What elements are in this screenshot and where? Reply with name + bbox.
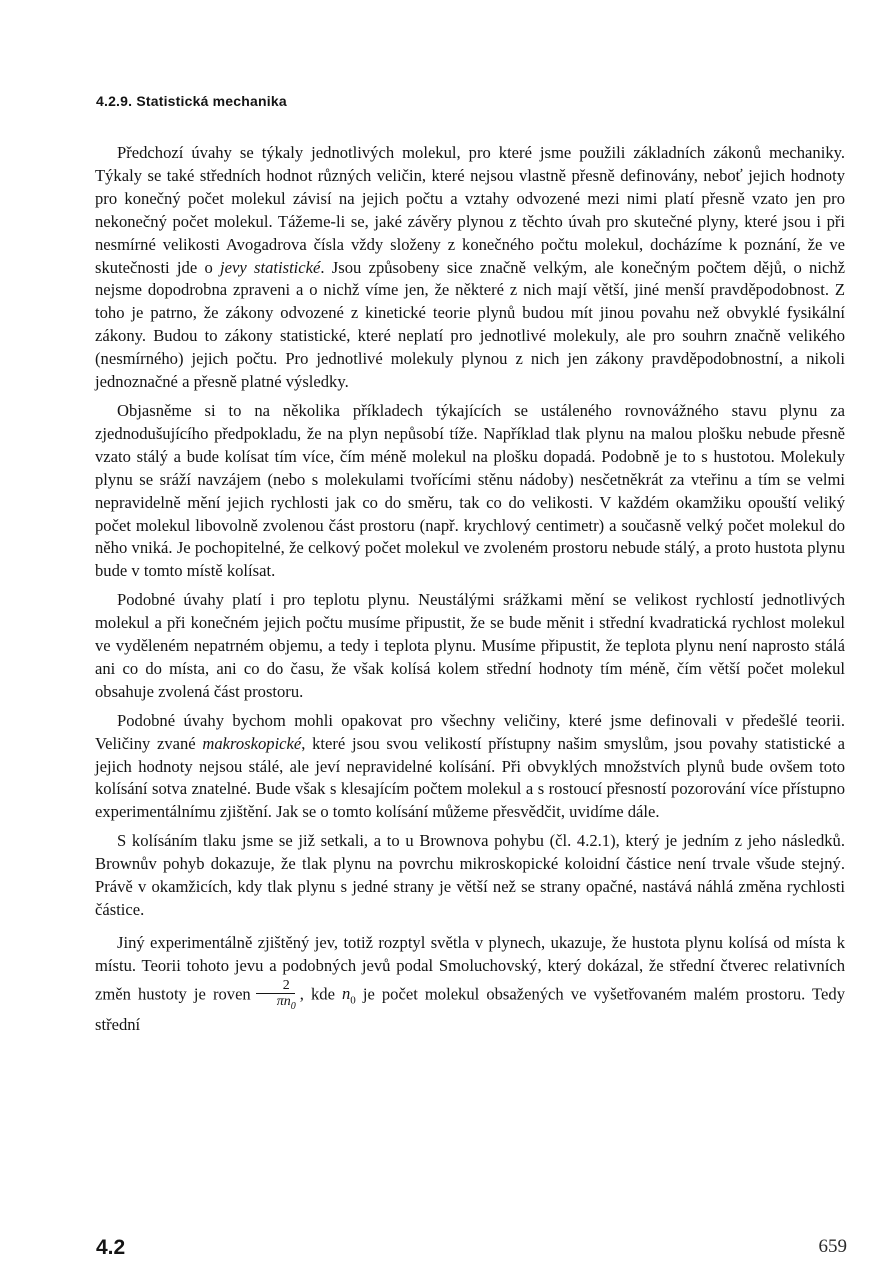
footer-section-number: 4.2 [96,1236,126,1259]
section-heading: 4.2.9. Statistická mechanika [96,93,287,109]
variable-n0: $n_0$ [342,984,356,1007]
paragraph-6: Jiný experimentálně zjištěný jev, totiž rozptyl světla v plynech, ukazuje, že hustota plynu kolísá od místa k místu. Teorii tohoto jevu a podobných jevů podal Smoluchovský, který dokázal, že střední čtverec relativních změn hustoty je roven $\frac{2}{\pi n_0}$ , kde $n_0$ je počet molekul obsažených ve vyšetřovaném malém prostoru. Tedy střední [95,932,845,1034]
paragraph-2: Objasněme si to na několika příkladech týkajících se ustáleného rovnovážného stavu plynu za zjednodušujícího předpokladu, že na plyn nepůsobí tíže. Například tlak plynu na malou plošku nebude přesně vzato stálý a bude kolísat tím více, čím méně molekul na plošku dopadá. Podobně je to s hustotou. Molekuly plynu se sráží navzájem (nebo s molekulami tvořícími stěnu nádoby) nesčetněkrát za vteřinu a tím se velmi nepravidelně mění jejich rychlosti jak co do směru, tak co do velikosti. V každém okamžiku opouští veliký počet molekul libovolně zvolenou část prostoru (např. krychlový centimetr) a současně velký počet molekul do něho vniká. Je pochopitelné, že celkový počet molekul ve zvoleném prostoru nebude stálý, a proto hustota plynu bude v tomto místě kolísat. [95,400,845,581]
paragraph-4: Podobné úvahy bychom mohli opakovat pro všechny veličiny, které jsme definovali v předešlé teorii. Veličiny zvané makroskopické, které jsou svou velikostí přístupny našim smyslům, jsou povahy statistické a jejich hodnoty nejsou stálé, ale jeví nepravidelné kolísání. Při obvyklých množstvích plynů bude ovšem toto kolísání sotva znatelné. Bude však s klesajícím počtem molekul a s rostoucí přesností pozorování více přístupno experimentálnímu zjištění. Jak se o tomto kolísání můžeme přesvědčit, uvidíme dále. [95,710,845,822]
paragraph-3: Podobné úvahy platí i pro teplotu plynu. Neustálými srážkami mění se velikost rychlostí jednotlivých molekul a při konečném jejich počtu musíme připustit, že se bude měnit i střední kvadratická rychlost molekul ve vyděleném nepatrném objemu, a tedy i teplota plynu. Musíme připustit, že teplota plynu není naprosto stálá ani co do místa, ani co do času, že však kolísá kolem střední hodnoty tím méně, čím větší počet molekul obsahuje zvolená část prostoru. [95,590,845,701]
fraction-numerator: 2 [256,978,295,994]
paragraph-5: S kolísáním tlaku jsme se již setkali, a to u Brownova pohybu (čl. 4.2.1), který je jedním z jeho následků. Brownův pohyb dokazuje, že tlak plynu na povrchu mikroskopické koloidní částice není trvale všude stejný. Právě v okamžicích, kdy tlak plynu s jedné strany je větší než se strany opačné, nastává náhlá změna rychlosti částice. [95,831,845,919]
paragraph-1: Předchozí úvahy se týkaly jednotlivých molekul, pro které jsme použili základních zákonů mechaniky. Týkaly se také středních hodnot různých veličin, které nejsou vlastně přesně definovány, neboť jejich hodnoty pro konečný počet molekul závisí na jejich počtu a vztahy odvozené mezi nimi platí přesně vzato jen pro nekonečný počet molekul. Tážeme-li se, jaké závěry plynou z těchto úvah pro skutečné plyny, které jsou i při nesmírné velikosti Avogadrova čísla vždy složeny z konečného počtu molekul, docházíme k poznání, že ve skutečnosti jde o jevy statistické. Jsou způsobeny sice značně velkým, ale konečným počtem dějů, o nichž nejsme dopodrobna zpraveni a o nichž víme jen, že některé z nich mají větší, jiné menší pravděpodobnost. Z toho je patrno, že zákony odvozené z kinetické teorie plynů budou mít jinou povahu než obvyklé fysikální zákony. Budou to zákony statistické, které neplatí pro jednotlivé molekuly, ale pro souhrn značně velikého (nesmírného) jejich počtu. Pro jednotlivé molekuly plynou z nich jen zákony pravděpodobnostní, a nikoli jednoznačné a přesně platné výsledky. [95,143,845,392]
fraction [255,978,296,1014]
fraction-denominator: $\pi n_0$ [276,993,296,1012]
page-number: 659 [818,1236,847,1257]
body-text [95,142,845,1036]
emphasis: makroskopické [202,733,302,753]
emphasis: jevy statistické [220,257,321,277]
